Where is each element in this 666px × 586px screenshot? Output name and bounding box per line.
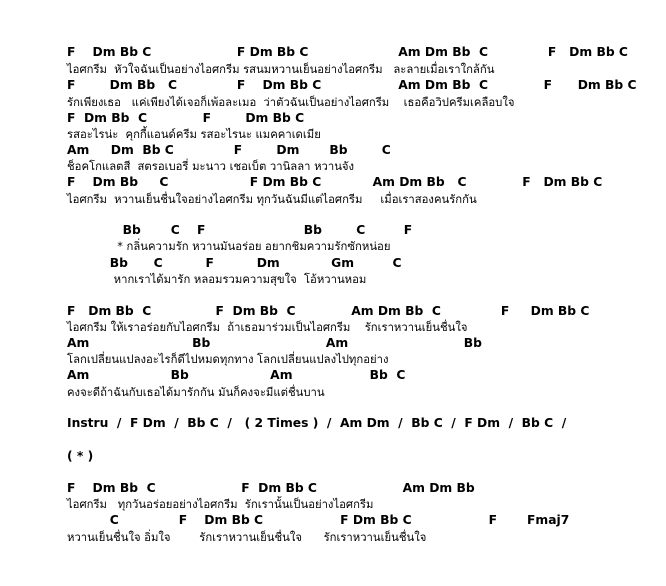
lyric-line: ไอศกรีม หวานเย็นชื่นใจอย่างไอศกรีม ทุกวันฉันมีแต่ไอศกรีม เมื่อเราสองคนรักกัน: [67, 193, 477, 206]
lyric-line: โลกเปลี่ยนแปลงอะไรก็ดีไปหมดทุกทาง โลกเปลี่ยนแปลงไปทุกอย่าง: [67, 353, 389, 366]
lyric-line: รสอะไรน่ะ คุกกี้แอนด์ครีม รสอะไรนะ แมคคาเดเมีย: [67, 128, 321, 141]
lyric-line: คงจะดีถ้าฉันกับเธอได้มารักกัน มันก็คงจะมีแต่ชื่นบาน: [67, 386, 325, 399]
lyric-line: ไอศกรีม ให้เราอร่อยกับไอศกรีม ถ้าเธอมาร่วมเป็นไอศกรีม รักเราหวานเย็นชื่นใจ: [67, 321, 468, 334]
chord-line: F Dm Bb C F Dm Bb C Am Dm Bb C F Dm Bb C: [67, 78, 637, 92]
lyric-line: ไอศกรีม หัวใจฉันเป็นอย่างไอศกรีม รสนมหวานเย็นอย่างไอศกรีม ละลายเมื่อเราใกล้กัน: [67, 63, 495, 76]
chord-line: F Dm Bb C F Dm Bb C Am Dm Bb: [67, 481, 475, 495]
chord-line: F Dm Bb C F Dm Bb C Am Dm Bb C F Dm Bb C: [67, 304, 590, 318]
lyric-line: * กลิ่นความรัก หวานมันอร่อย อยากชิมความรักซักหน่อย: [67, 240, 391, 253]
lyric-line: หวานเย็นชื่นใจ อิ่มใจ รักเราหวานเย็นชื่นใจ รักเราหวานเย็นชื่นใจ: [67, 531, 427, 544]
chord-line: F Dm Bb C F Dm Bb C Am Dm Bb C F Dm Bb C: [67, 175, 603, 189]
lyric-line: รักเพียงเธอ แค่เพียงได้เจอก็เพ้อละเมอ ว่าตัวฉันเป็นอย่างไอศกรีม เธอคือวิปครีมเคลือบใจ: [67, 96, 515, 109]
chord-line: Am Bb Am Bb: [67, 336, 482, 350]
instrumental-line: Instru / F Dm / Bb C / ( 2 Times ) / Am Dm / Bb C / F Dm / Bb C /: [67, 416, 567, 430]
chord-line: C F Dm Bb C F Dm Bb C F Fmaj7: [67, 513, 570, 527]
lyric-line: ช็อคโกแลตสี สตรอเบอรี่ มะนาว เชอเบ็ต วานิลลา หวานจัง: [67, 160, 355, 173]
chord-line: Am Bb Am Bb C: [67, 368, 406, 382]
repeat-chorus-marker: ( * ): [67, 449, 94, 463]
chord-line: Bb C F Dm Gm C: [67, 256, 402, 270]
lyric-line: ไอศกรีม ทุกวันอร่อยอย่างไอศกรีม รักเรานั้นเป็นอย่างไอศกรีม: [67, 498, 374, 511]
chord-line: F Dm Bb C F Dm Bb C Am Dm Bb C F Dm Bb C: [67, 45, 628, 59]
chord-line: Am Dm Bb C F Dm Bb C: [67, 143, 391, 157]
chord-line: F Dm Bb C F Dm Bb C: [67, 111, 305, 125]
lyric-line: หากเราได้มารัก หลอมรวมความสุขใจ โอ้หวานหอม: [67, 273, 367, 286]
chord-line: Bb C F Bb C F: [67, 223, 413, 237]
